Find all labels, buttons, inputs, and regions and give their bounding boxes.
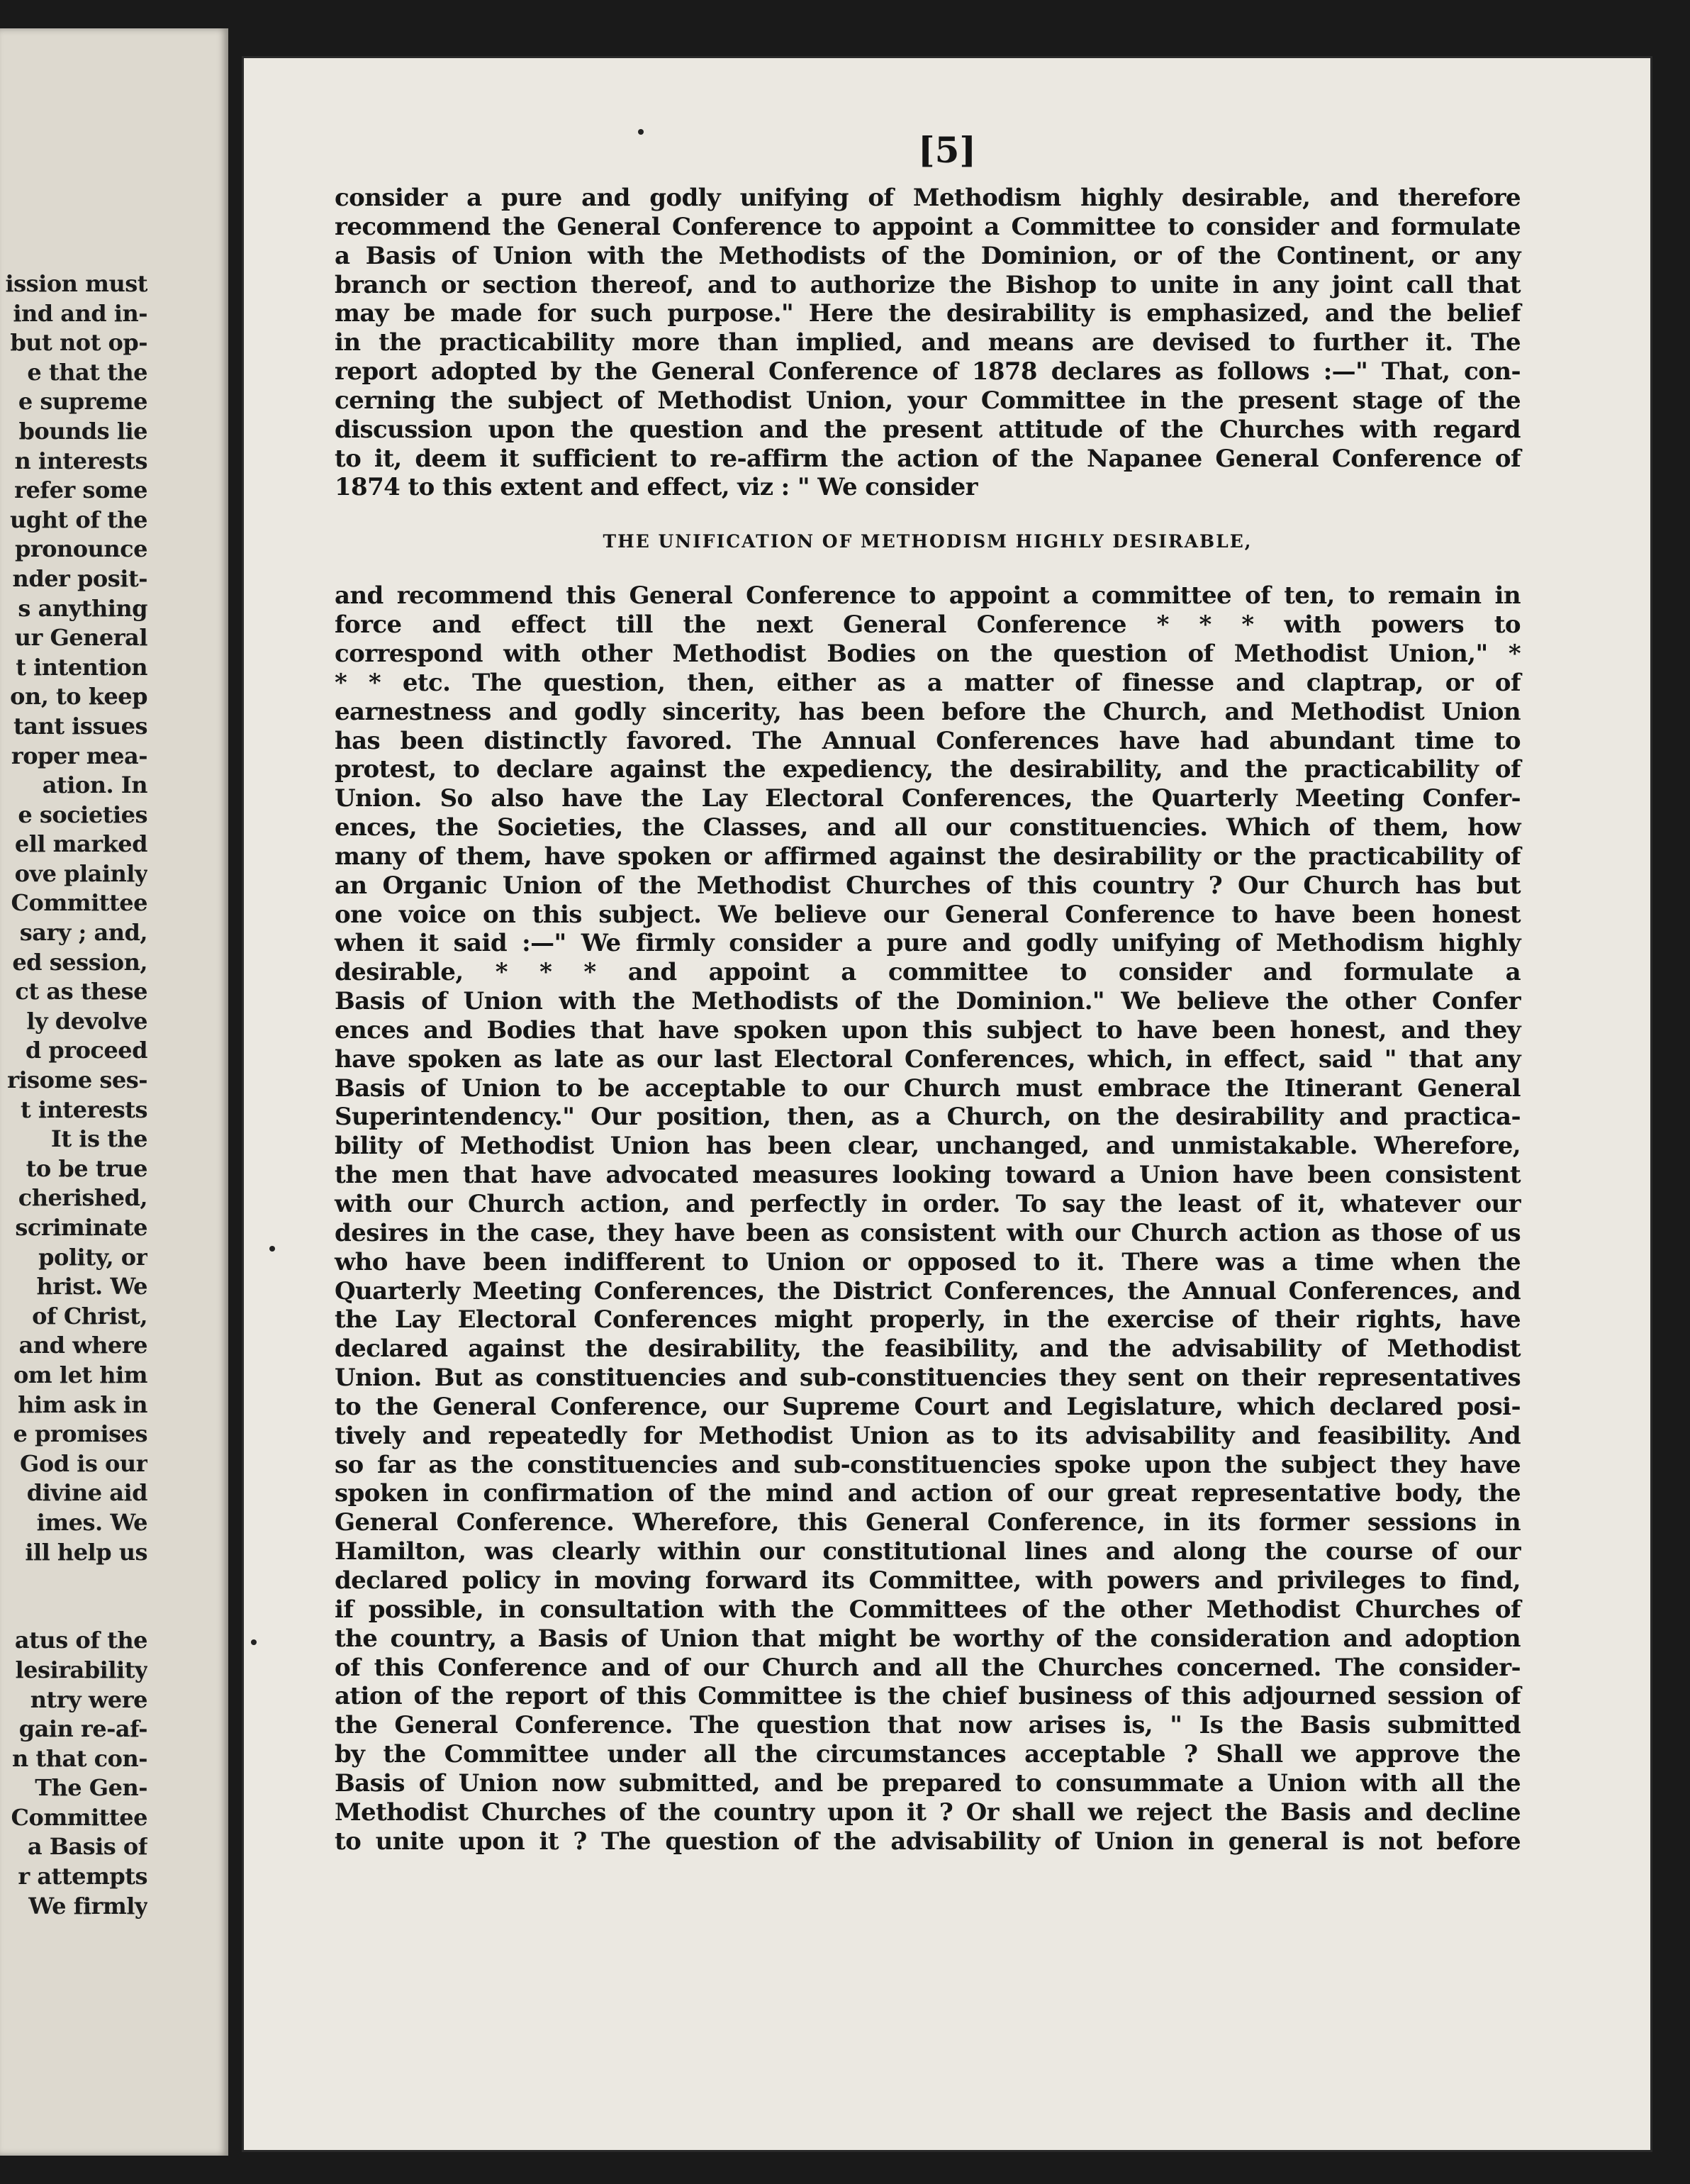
- text-line: an Organic Union of the Methodist Churches of this country ? Our Church has but: [335, 871, 1521, 900]
- text-line: declared against the desirability, the feasibility, and the advisability of Methodist: [335, 1335, 1521, 1364]
- fragment-line: ation. In: [42, 771, 147, 799]
- fragment-line: ur General: [14, 624, 147, 652]
- text-line: the men that have advocated measures looking toward a Union have been consistent: [335, 1161, 1521, 1190]
- fragment-line: ly devolve: [26, 1007, 147, 1035]
- text-line: 1874 to this extent and effect, viz : " We consider: [335, 473, 978, 502]
- text-line: ences and Bodies that have spoken upon this subject to have been honest, and they: [335, 1015, 1521, 1044]
- text-line: consider a pure and godly unifying of Methodism highly desirable, and therefore: [335, 184, 1521, 212]
- text-line: the General Conference. The question that now arises is, " Is the Basis submitted: [335, 1711, 1521, 1740]
- paragraph-1: [335, 184, 1521, 502]
- fragment-line: bounds lie: [18, 417, 147, 445]
- fragment-line: t interests: [20, 1096, 147, 1123]
- fragment-line: Committee: [11, 889, 147, 917]
- fragment-line: nder posit-: [12, 564, 147, 592]
- fragment-line: n that con-: [12, 1744, 147, 1772]
- text-line: in the practicability more than implied, and means are devised to further it. The: [335, 328, 1521, 357]
- page-number: [5]: [917, 129, 977, 171]
- fragment-line: d proceed: [25, 1037, 147, 1064]
- text-line: of this Conference and of our Church and all the Churches concerned. The consider-: [335, 1653, 1521, 1682]
- fragment-line: atus of the: [14, 1627, 147, 1654]
- text-line: to it, deem it sufficient to re-affirm the action of the Napanee General Conference of: [335, 444, 1521, 473]
- text-line: one voice on this subject. We believe our General Conference to have been honest: [335, 900, 1521, 929]
- text-line: may be made for such purpose." Here the desirability is emphasized, and the belief: [335, 299, 1521, 328]
- fragment-line: gain re-af-: [18, 1715, 147, 1743]
- text-line: ences, the Societies, the Classes, and all our constituencies. Which of them, how: [335, 813, 1521, 842]
- text-line: Union. But as constituencies and sub-constituencies they sent on their representatives: [335, 1364, 1521, 1393]
- margin-dot-mark: [269, 1246, 275, 1252]
- text-line: and recommend this General Conference to appoint a committee of ten, to remain in: [335, 581, 1521, 611]
- fragment-line: ught of the: [10, 506, 147, 533]
- text-line: discussion upon the question and the present attitude of the Churches with regard: [335, 415, 1521, 444]
- text-line: desires in the case, they have been as consistent with our Church action as those of us: [335, 1218, 1521, 1247]
- text-line: cerning the subject of Methodist Union, your Committee in the present stage of the: [335, 386, 1521, 415]
- text-line: when it said :—" We firmly consider a pure and godly unifying of Methodism highly: [335, 929, 1521, 958]
- fragment-line: on, to keep: [10, 683, 147, 711]
- fragment-line: n interests: [14, 447, 147, 474]
- text-line: * * etc. The question, then, either as a matter of finesse and claptrap, or of: [335, 668, 1521, 697]
- facing-page-text-fragments: [0, 269, 147, 1921]
- fragment-line: refer some: [14, 477, 147, 504]
- text-line: General Conference. Wherefore, this General Conference, in its former sessions in: [335, 1508, 1521, 1537]
- text-line: report adopted by the General Conference of 1878 declares as follows :—" That, con-: [335, 357, 1521, 386]
- fragment-line: scriminate: [15, 1214, 147, 1241]
- text-line: correspond with other Methodist Bodies on the question of Methodist Union," *: [335, 639, 1521, 668]
- text-line: has been distinctly favored. The Annual Conferences have had abundant time to: [335, 726, 1521, 755]
- fragment-line: cherished,: [18, 1184, 147, 1212]
- fragment-line: to be true: [26, 1154, 147, 1182]
- text-line: Union. So also have the Lay Electoral Conferences, the Quarterly Meeting Confer-: [335, 784, 1521, 813]
- fragment-line: e supreme: [18, 388, 147, 416]
- facing-page-left: [0, 28, 228, 2156]
- fragment-line: [0, 1567, 147, 1597]
- text-line: a Basis of Union with the Methodists of the Dominion, or of the Continent, or any: [335, 241, 1521, 270]
- text-line: have spoken as late as our last Electoral Conferences, which, in effect, said " that any: [335, 1044, 1521, 1074]
- text-line: desirable, * * * and appoint a committee to consider and formulate a: [335, 958, 1521, 987]
- fragment-line: of Christ,: [32, 1302, 147, 1330]
- fragment-line: s anything: [18, 594, 147, 622]
- fragment-line: and where: [18, 1332, 147, 1359]
- text-line: spoken in confirmation of the mind and action of our great representative body, the: [335, 1479, 1521, 1508]
- fragment-line: sary ; and,: [19, 919, 147, 947]
- body-text: [335, 184, 1521, 1856]
- fragment-line: a Basis of: [27, 1833, 147, 1861]
- text-line: tively and repeatedly for Methodist Union as to its advisability and feasibility. And: [335, 1421, 1521, 1450]
- fragment-line: e that the: [27, 358, 147, 386]
- paragraph-2: [335, 581, 1521, 1856]
- margin-dot-mark: [638, 129, 644, 135]
- fragment-line: God is our: [20, 1449, 147, 1477]
- text-line: ation of the report of this Committee is the chief business of this adjourned session of: [335, 1682, 1521, 1711]
- text-line: Basis of Union to be acceptable to our Church must embrace the Itinerant General: [335, 1074, 1521, 1103]
- text-line: Basis of Union now submitted, and be prepared to consummate a Union with all the: [335, 1768, 1521, 1798]
- fragment-line: divine aid: [26, 1479, 147, 1507]
- fragment-line: hrist. We: [36, 1273, 147, 1300]
- fragment-line: tant issues: [13, 712, 147, 740]
- text-line: earnestness and godly sincerity, has been before the Church, and Methodist Union: [335, 697, 1521, 726]
- text-line: protest, to declare against the expediency, the desirability, and the practicability of: [335, 755, 1521, 784]
- fragment-line: [0, 1597, 147, 1627]
- text-line: if possible, in consultation with the Committees of the other Methodist Churches of: [335, 1595, 1521, 1624]
- text-line: Methodist Churches of the country upon it ? Or shall we reject the Basis and decline: [335, 1798, 1521, 1827]
- fragment-line: ind and in-: [13, 299, 147, 327]
- fragment-line: r attempts: [18, 1863, 147, 1890]
- text-line: bility of Methodist Union has been clear, unchanged, and unmistakable. Wherefore,: [335, 1132, 1521, 1161]
- text-line: by the Committee under all the circumstances acceptable ? Shall we approve the: [335, 1740, 1521, 1769]
- fragment-line: but not op-: [10, 329, 147, 357]
- fragment-line: imes. We: [36, 1508, 147, 1536]
- section-heading: THE UNIFICATION OF METHODISM HIGHLY DESIRABLE,: [603, 531, 1253, 552]
- fragment-line: polity, or: [38, 1243, 147, 1271]
- fragment-line: Committee: [11, 1803, 147, 1831]
- text-line: many of them, have spoken or affirmed against the desirability or the practicability of: [335, 842, 1521, 871]
- text-line: Hamilton, was clearly within our constitutional lines and along the course of our: [335, 1537, 1521, 1566]
- fragment-line: It is the: [50, 1125, 147, 1153]
- fragment-line: ed session,: [12, 948, 147, 976]
- fragment-line: roper mea-: [11, 742, 147, 769]
- text-line: the country, a Basis of Union that might be worthy of the consideration and adoption: [335, 1624, 1521, 1653]
- text-line: Quarterly Meeting Conferences, the District Conferences, the Annual Conferences, and: [335, 1276, 1521, 1305]
- fragment-line: ill help us: [25, 1538, 147, 1566]
- text-line: to unite upon it ? The question of the advisability of Union in general is not before: [335, 1827, 1521, 1856]
- text-line: who have been indifferent to Union or opposed to it. There was a time when the: [335, 1247, 1521, 1276]
- text-line: Basis of Union with the Methodists of the Dominion." We believe the other Confer: [335, 987, 1521, 1016]
- fragment-line: e promises: [13, 1420, 147, 1448]
- fragment-line: lesirability: [15, 1656, 147, 1683]
- fragment-line: We firmly: [28, 1892, 147, 1920]
- text-line: to the General Conference, our Supreme Court and Legislature, which declared posi-: [335, 1392, 1521, 1421]
- text-line: branch or section thereof, and to authorize the Bishop to unite in any joint call that: [335, 270, 1521, 299]
- fragment-line: pronounce: [14, 535, 147, 563]
- fragment-line: risome ses-: [7, 1066, 147, 1094]
- fragment-line: ove plainly: [14, 859, 147, 887]
- document-page: [244, 58, 1650, 2150]
- text-line: Superintendency." Our position, then, as a Church, on the desirability and practica-: [335, 1103, 1521, 1132]
- fragment-line: The Gen-: [35, 1774, 147, 1802]
- fragment-line: t intention: [16, 653, 147, 681]
- text-line: the Lay Electoral Conferences might properly, in the exercise of their rights, have: [335, 1305, 1521, 1335]
- fragment-line: him ask in: [18, 1391, 147, 1418]
- text-line: so far as the constituencies and sub-constituencies spoke upon the subject they have: [335, 1450, 1521, 1479]
- margin-dot-mark: [251, 1639, 257, 1645]
- text-line: with our Church action, and perfectly in order. To say the least of it, whatever our: [335, 1190, 1521, 1218]
- fragment-line: ct as these: [15, 978, 147, 1005]
- fragment-line: e societies: [18, 801, 147, 828]
- text-line: declared policy in moving forward its Committee, with powers and privileges to find,: [335, 1566, 1521, 1595]
- text-line: recommend the General Conference to appoint a Committee to consider and formulate: [335, 212, 1521, 241]
- text-line: force and effect till the next General Conference * * * with powers to: [335, 611, 1521, 640]
- fragment-line: ntry were: [30, 1686, 147, 1713]
- fragment-line: ell marked: [14, 830, 147, 858]
- fragment-line: ission must: [5, 270, 147, 297]
- fragment-line: om let him: [13, 1361, 147, 1388]
